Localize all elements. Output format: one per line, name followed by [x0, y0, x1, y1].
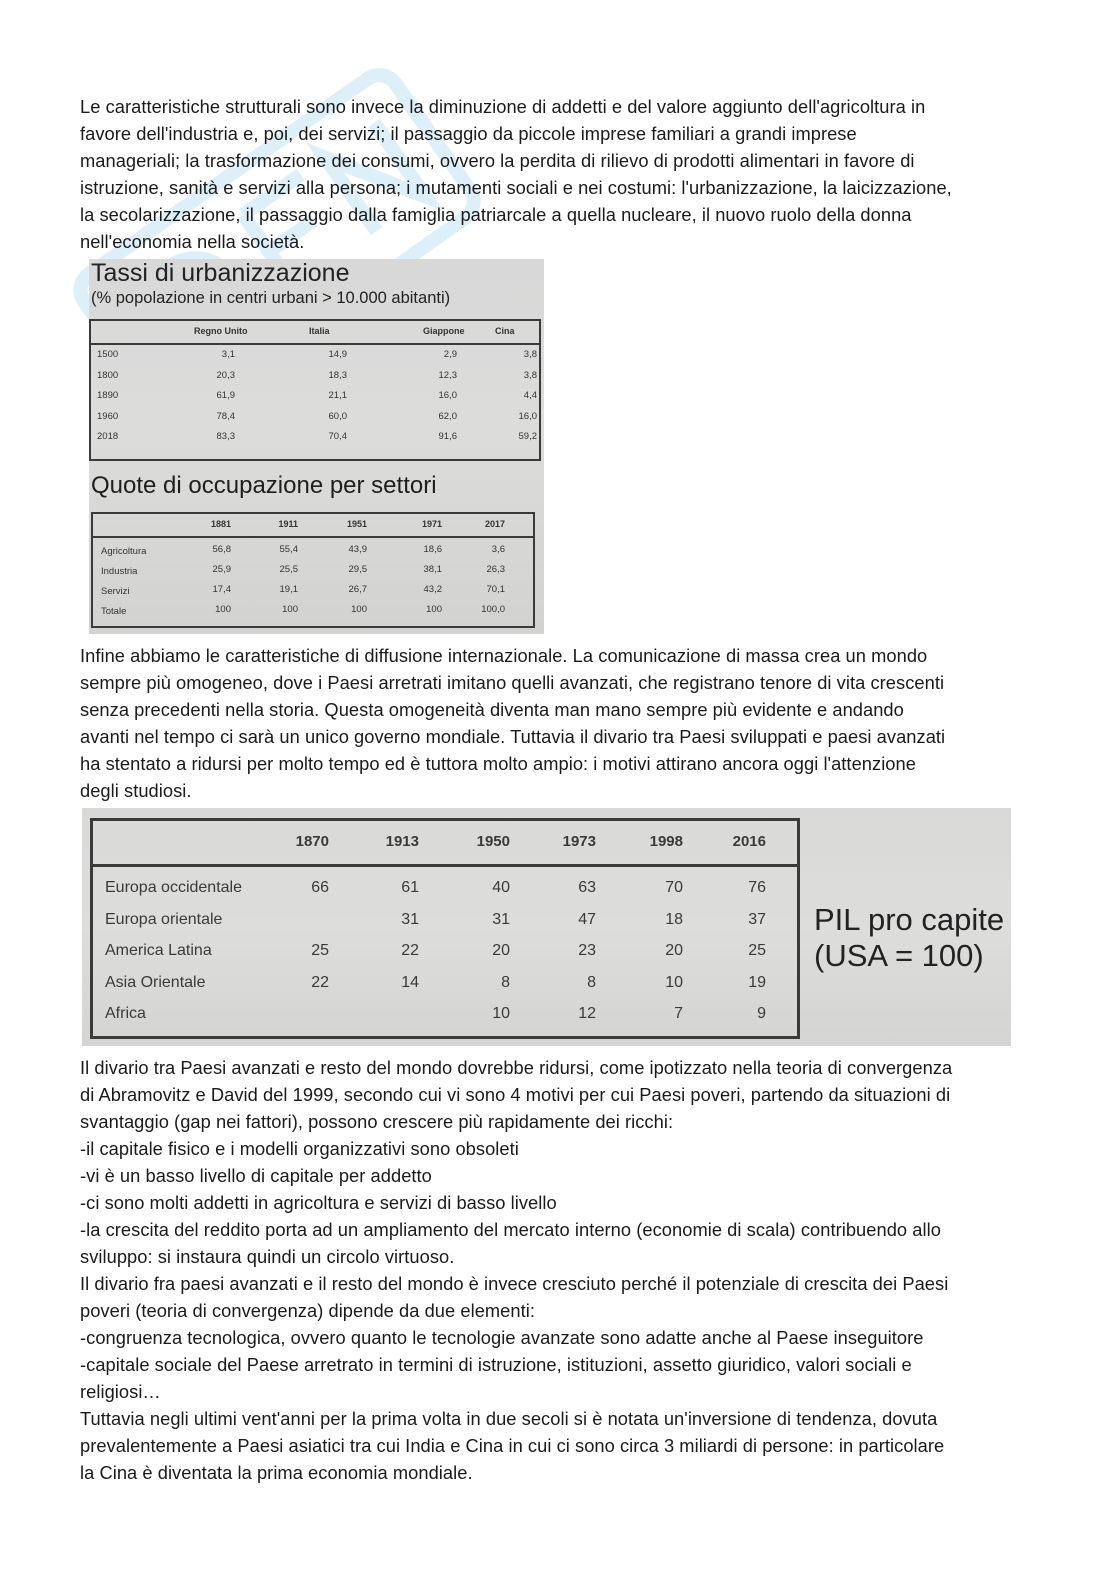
text-line: Le caratteristiche strutturali sono invece la diminuzione di addetti e del valore aggiunto dell'agricoltura in	[80, 96, 926, 117]
column-header: 1998	[649, 833, 683, 850]
column-header: 1951	[346, 519, 367, 529]
table-cell: 10	[665, 973, 683, 991]
urbanization-table-title: Tassi di urbanizzazione	[91, 259, 350, 287]
table-cell: 40	[492, 879, 510, 896]
text-line: -ci sono molti addetti in agricoltura e servizi di basso livello	[80, 1192, 557, 1213]
row-label: Totale	[101, 606, 127, 617]
table-cell: 16,0	[438, 390, 457, 401]
table-cell: 19,1	[279, 584, 298, 595]
column-header: 1911	[278, 519, 298, 529]
table-cell: 100	[282, 604, 298, 615]
table-cell: 61	[401, 879, 419, 896]
column-header: 1971	[421, 519, 442, 529]
table-cell: 100	[426, 604, 442, 615]
paragraph-international-diffusion	[80, 642, 1065, 804]
table-cell: 20	[492, 942, 510, 959]
text-line: degli studiosi.	[80, 780, 192, 801]
employment-table	[91, 512, 535, 628]
row-region: Europa occidentale	[105, 879, 242, 896]
text-line: prevalentemente a Paesi asiatici tra cui India e Cina in cui ci sono circa 3 miliardi di persone: in particolare	[80, 1435, 945, 1456]
table-cell: 3,6	[491, 544, 505, 555]
table-cell: 29,5	[348, 564, 367, 575]
text-line: -il capitale fisico e i modelli organizzativi sono obsoleti	[80, 1138, 519, 1159]
table-cell: 76	[748, 879, 766, 896]
text-line: avanti nel tempo ci sarà un unico governo mondiale. Tuttavia il divario tra Paesi sviluppati e paesi avanzati	[80, 726, 946, 747]
column-header: 2016	[732, 833, 766, 850]
text-line: sviluppo: si instaura quindi un circolo virtuoso.	[80, 1246, 455, 1267]
urbanization-employment-photo	[89, 259, 544, 634]
table-cell: 43,2	[423, 584, 442, 595]
table-cell: 66	[311, 879, 329, 896]
table-cell: 25	[748, 942, 766, 959]
urbanization-table-subtitle: (% popolazione in centri urbani > 10.000 abitanti)	[91, 289, 451, 307]
text-line: poveri (teoria di convergenza) dipende da due elementi:	[80, 1300, 535, 1321]
table-cell: 3,8	[523, 349, 537, 360]
row-region: Europa orientale	[105, 910, 223, 928]
table-cell: 21,1	[328, 390, 347, 401]
text-line: Infine abbiamo le caratteristiche di diffusione internazionale. La comunicazione di massa crea un mondo	[80, 645, 928, 666]
table-cell: 3,8	[523, 369, 537, 381]
table-cell: 2,9	[443, 349, 457, 360]
text-line: manageriali; la trasformazione dei consumi, ovvero la perdita di rilievo di prodotti alimentari in favore di	[80, 150, 915, 171]
text-line: favore dell'industria e, poi, dei servizi; il passaggio da piccole imprese familiari a grandi imprese	[80, 123, 857, 144]
table-cell: 12,3	[438, 369, 457, 381]
row-year: 1500	[97, 349, 119, 360]
table-cell: 38,1	[423, 564, 442, 575]
text-line: senza precedenti nella storia. Questa omogeneità diventa man mano sempre più evidente e andando	[80, 699, 904, 720]
table-cell: 23	[578, 942, 596, 959]
table-cell: 70,4	[328, 431, 347, 442]
column-header: 1973	[562, 833, 596, 850]
table-cell: 47	[578, 910, 596, 928]
table-cell: 55,4	[279, 544, 298, 555]
table-cell: 59,2	[518, 431, 537, 442]
column-header: Italia	[309, 326, 330, 336]
table-cell: 12	[578, 1005, 596, 1022]
pil-label-line: (USA = 100)	[814, 938, 984, 973]
text-line: Il divario fra paesi avanzati e il resto del mondo è invece cresciuto perché il potenziale di crescita dei Paesi	[80, 1273, 949, 1294]
table-cell: 43,9	[348, 544, 367, 555]
row-region: Asia Orientale	[105, 973, 206, 991]
text-line: Tuttavia negli ultimi vent'anni per la prima volta in due secoli si è notata un'inversione di tendenza, dovuta	[80, 1408, 938, 1429]
table-cell: 31	[492, 910, 510, 928]
table-cell: 61,9	[216, 390, 235, 401]
table-cell: 37	[748, 910, 766, 928]
table-cell: 8	[501, 973, 510, 991]
table-cell: 25,5	[279, 564, 298, 575]
paragraph-structural-features	[80, 93, 1065, 255]
column-header: Cina	[495, 326, 515, 336]
employment-table-title: Quote di occupazione per settori	[91, 472, 437, 499]
text-line: -congruenza tecnologica, ovvero quanto le tecnologie avanzate sono adatte anche al Paese inseguitore	[80, 1327, 924, 1348]
column-header: 1913	[385, 833, 419, 850]
table-cell: 18,3	[328, 369, 347, 381]
text-line: Il divario tra Paesi avanzati e resto del mondo dovrebbe ridursi, come ipotizzato nella teoria di convergenza	[80, 1057, 953, 1078]
table-cell: 26,7	[348, 584, 367, 595]
table-cell: 18	[665, 910, 683, 928]
table-cell: 70	[665, 879, 683, 896]
table-cell: 26,3	[486, 564, 505, 575]
text-line: -vi è un basso livello di capitale per addetto	[80, 1165, 432, 1186]
pil-per-capita-photo	[82, 808, 1011, 1046]
column-header: Regno Unito	[194, 326, 248, 336]
text-line: la Cina è diventata la prima economia mondiale.	[80, 1462, 473, 1483]
text-line: sempre più omogeneo, dove i Paesi arretrati imitano quelli avanzati, che registrano tenore di vita crescenti	[80, 672, 945, 693]
table-cell: 20,3	[216, 369, 235, 381]
row-year: 1890	[97, 390, 119, 401]
table-cell: 20	[665, 942, 683, 959]
text-line: la secolarizzazione, il passaggio dalla famiglia patriarcale a quella nucleare, il nuovo ruolo della donna	[80, 204, 912, 225]
table-cell: 60,0	[328, 410, 347, 422]
column-header: 1881	[210, 519, 231, 529]
table-cell: 9	[757, 1005, 766, 1022]
table-cell: 31	[401, 910, 419, 928]
text-line: -la crescita del reddito porta ad un ampliamento del mercato interno (economie di scala) contribuendo allo	[80, 1219, 941, 1240]
table-cell: 83,3	[216, 431, 235, 442]
table-cell: 18,6	[423, 544, 442, 555]
table-cell: 4,4	[523, 390, 537, 401]
table-cell: 25,9	[212, 564, 231, 575]
table-cell: 100	[351, 604, 367, 615]
text-line: -capitale sociale del Paese arretrato in termini di istruzione, istituzioni, assetto giuridico, valori sociali e	[80, 1354, 912, 1375]
table-cell: 14	[401, 973, 419, 991]
table-cell: 17,4	[212, 584, 231, 595]
table-cell: 100	[215, 604, 231, 615]
table-cell: 16,0	[518, 410, 537, 422]
paragraph-convergence-theory	[80, 1054, 1065, 1486]
row-label: Industria	[101, 566, 138, 577]
table-cell: 56,8	[212, 544, 231, 555]
row-region: America Latina	[105, 942, 212, 959]
table-cell: 8	[587, 973, 596, 991]
table-cell: 14,9	[328, 349, 347, 360]
table-cell: 19	[748, 973, 766, 991]
row-year: 1800	[97, 369, 119, 381]
table-cell: 70,1	[486, 584, 505, 595]
table-cell: 91,6	[438, 431, 457, 442]
urbanization-table	[89, 319, 541, 461]
table-cell: 7	[674, 1005, 683, 1022]
text-line: religiosi…	[80, 1381, 161, 1402]
text-line: di Abramovitz e David del 1999, secondo cui vi sono 4 motivi per cui Paesi poveri, partendo da situazioni di	[80, 1084, 951, 1105]
table-cell: 100,0	[481, 604, 505, 615]
column-header: 1870	[295, 833, 329, 850]
table-cell: 22	[311, 973, 329, 991]
text-line: svantaggio (gap nei fattori), possono crescere più rapidamente dei ricchi:	[80, 1111, 674, 1132]
pil-table	[90, 818, 800, 1039]
pil-label	[814, 902, 1004, 974]
table-cell: 10	[492, 1005, 510, 1022]
text-line: nell'economia nella società.	[80, 231, 305, 252]
row-label: Agricoltura	[101, 546, 147, 557]
text-line: ha stentato a ridursi per molto tempo ed è tuttora molto ampio: i motivi attirano ancora oggi l'attenzione	[80, 753, 916, 774]
table-cell: 3,1	[221, 349, 235, 360]
table-cell: 25	[311, 942, 329, 959]
table-cell: 62,0	[438, 410, 457, 422]
row-region: Africa	[105, 1005, 146, 1022]
column-header: 2017	[484, 519, 505, 529]
column-header: 1950	[476, 833, 510, 850]
table-cell: 78,4	[216, 410, 235, 422]
text-line: istruzione, sanità e servizi alla persona; i mutamenti sociali e nei costumi: l'urbanizzazione, la laicizzazione,	[80, 177, 952, 198]
table-cell: 63	[578, 879, 596, 896]
row-label: Servizi	[101, 586, 130, 597]
column-header: Giappone	[423, 326, 465, 336]
row-year: 1960	[97, 410, 119, 422]
table-cell: 22	[401, 942, 419, 959]
row-year: 2018	[97, 431, 119, 442]
pil-label-line: PIL pro capite	[814, 902, 1005, 937]
